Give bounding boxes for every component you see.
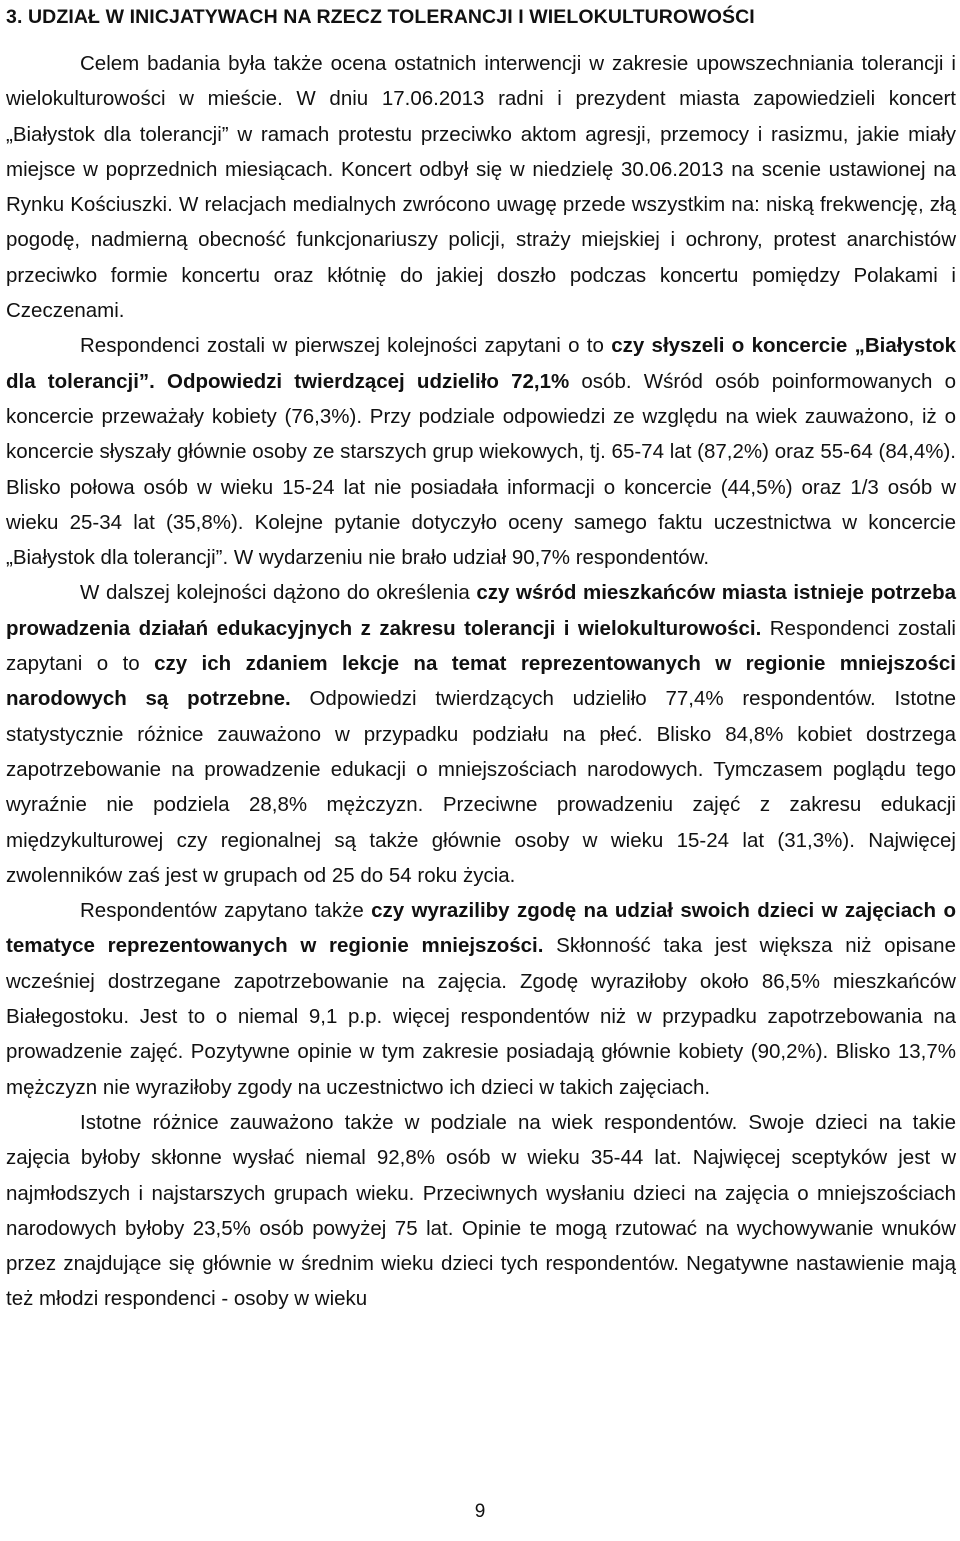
text-segment: W dalszej kolejności dążono do określenia bbox=[80, 581, 477, 605]
bold-text-segment: czy słyszeli o koncercie „Białystok dla tolerancji”. Odpowiedzi twierdzącej udzieliło 72,1% bbox=[6, 334, 956, 393]
text-segment: osób. Wśród osób poinformowanych o koncercie przeważały kobiety (76,3%). Przy podziale odpowiedzi ze względu na wiek zauważono, iż o koncercie słyszały głównie osoby ze starszych grup wiekowych, tj. 65-74 lat (87,2%) oraz 55-64 (84,4%). Blisko połowa osób w wieku 15-24 lat nie posiadała informacji o koncercie (44,5%) oraz 1/3 osób w wieku 25-34 lat (35,8%). Kolejne pytanie dotyczyło oceny samego faktu uczestnictwa w koncercie „Białystok dla tolerancji”. W wydarzeniu nie brało udział 90,7% respondentów. bbox=[6, 369, 956, 570]
bold-text-segment: czy wyraziliby zgodę na udział swoich dzieci w zajęciach o tematyce reprezentowanych w regionie mniejszości. bbox=[6, 899, 956, 958]
text-segment: Skłonność taka jest większa niż opisane wcześniej dostrzegane zapotrzebowanie na zajęcia. Zgodę wyraziłoby około 86,5% mieszkańców Białegostoku. Jest to o niemal 9,1 p.p. więcej respondentów niż w przypadku zapotrzebowania na prowadzenie zajęć. Pozytywne opinie w tym zakresie posiadają głównie kobiety (90,2%). Blisko 13,7% mężczyzn nie wyraziłoby zgody na uczestnictwo ich dzieci w takich zajęciach. bbox=[6, 934, 956, 1099]
text-segment: Celem badania była także ocena ostatnich interwencji w zakresie upowszechniania tolerancji i wielokulturowości w mieście. W dniu 17.06.2013 radni i prezydent miasta zapowiedzieli koncert „Białystok dla tolerancji” w ramach protestu przeciwko aktom agresji, przemocy i rasizmu, jakie miały miejsce w poprzednich miesiącach. Koncert odbył się w niedzielę 30.06.2013 na scenie ustawionej na Rynku Kościuszki. W relacjach medialnych zwrócono uwagę przede wszystkim na: niską frekwencję, złą pogodę, nadmierną obecność funkcjonariuszy policji, straży miejskiej i ochrony, protest anarchistów przeciwko formie koncertu oraz kłótnię do jakiej doszło podczas koncertu pomiędzy Polakami i Czeczenami. bbox=[6, 52, 956, 323]
text-segment: Respondenci zostali w pierwszej kolejności zapytani o to bbox=[80, 334, 612, 358]
document-body bbox=[6, 46, 956, 1317]
text-segment: Odpowiedzi twierdzących udzieliło 77,4% respondentów. Istotne statystycznie różnice zauważono w przypadku podziału na płeć. Blisko 84,8% kobiet dostrzega zapotrzebowanie na prowadzenie edukacji o mniejszościach narodowych. Tymczasem poglądu tego wyraźnie nie podziela 28,8% mężczyzn. Przeciwne prowadzeniu zajęć z zakresu edukacji międzykulturowej czy regionalnej są także głównie osoby w wieku 15-24 lat (31,3%). Najwięcej zwolenników zaś jest w grupach od 25 do 54 roku życia. bbox=[6, 687, 956, 887]
paragraph bbox=[6, 328, 956, 575]
text-segment: Respondenci zostali zapytani o to bbox=[6, 616, 956, 676]
section-heading: 3. UDZIAŁ W INICJATYWACH NA RZECZ TOLERANCJI I WIELOKULTUROWOŚCI bbox=[6, 6, 755, 28]
document-page bbox=[6, 0, 956, 1317]
bold-text-segment: czy ich zdaniem lekcje na temat reprezentowanych w regionie mniejszości narodowych są potrzebne. bbox=[6, 652, 956, 711]
paragraph bbox=[6, 1105, 956, 1317]
paragraph bbox=[6, 893, 956, 1105]
paragraph bbox=[6, 46, 956, 328]
paragraph bbox=[6, 575, 956, 893]
text-segment: Istotne różnice zauważono także w podziale na wiek respondentów. Swoje dzieci na takie zajęcia byłoby skłonne wysłać niemal 92,8% osób w wieku 35-44 lat. Najwięcej sceptyków jest w najmłodszych i najstarszych grupach wieku. Przeciwnych wysłaniu dzieci na zajęcia o mniejszościach narodowych byłoby 23,5% osób powyżej 75 lat. Opinie te mogą rzutować na wychowywanie wnuków przez znajdujące się głównie w średnim wieku dzieci tych respondentów. Negatywne nastawienie mają też młodzi respondenci - osoby w wieku bbox=[6, 1110, 956, 1311]
bold-text-segment: czy wśród mieszkańców miasta istnieje potrzeba prowadzenia działań edukacyjnych z zakresu tolerancji i wielokulturowości. bbox=[6, 581, 956, 640]
page-number: 9 bbox=[474, 1501, 486, 1522]
text-segment: Respondentów zapytano także bbox=[80, 899, 372, 923]
